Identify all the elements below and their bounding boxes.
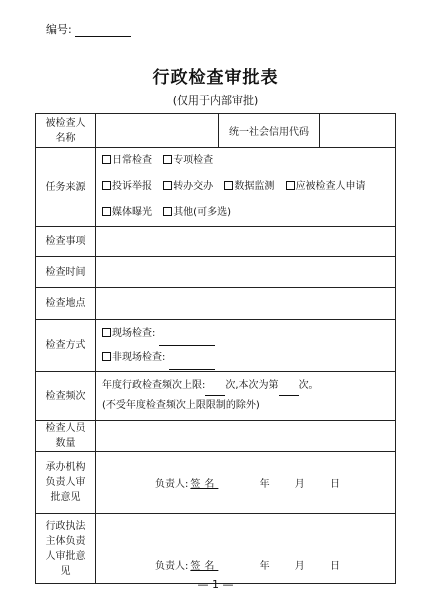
row-task-source: [36, 148, 396, 227]
row-inspected-party: [36, 114, 396, 148]
inspected-party-field[interactable]: [96, 114, 219, 148]
row-inspection-matter: [36, 227, 396, 257]
row-handling-org-approval: [36, 452, 396, 514]
inspection-time-field[interactable]: [96, 257, 396, 288]
frequency-line-1: 年度行政检查频次上限: 次,本次为第 次。: [102, 376, 389, 396]
offsite-option[interactable]: 非现场检查:: [102, 346, 389, 370]
approval-form-table: [35, 113, 396, 584]
page-number: — 1 —: [197, 578, 234, 591]
option-media[interactable]: 媒体曝光: [102, 207, 152, 218]
task-source-options: [96, 148, 396, 227]
checkbox-icon[interactable]: [286, 181, 295, 190]
checkbox-icon[interactable]: [102, 352, 111, 361]
enforcement-approval-field[interactable]: [96, 514, 396, 584]
inspection-matter-field[interactable]: [96, 227, 396, 257]
checkbox-icon[interactable]: [102, 155, 111, 164]
checkbox-icon[interactable]: [224, 181, 233, 190]
handling-org-label: 承办机构负责人审批意见: [36, 452, 96, 514]
signature-field[interactable]: 签名: [190, 479, 219, 490]
page-subtitle: (仅用于内部审批): [172, 94, 259, 107]
signature-field[interactable]: 签名: [190, 561, 219, 572]
page-title: 行政检查审批表: [152, 68, 279, 88]
frequency-limit-field[interactable]: [205, 385, 225, 396]
row-inspection-place: [36, 288, 396, 320]
checkbox-icon[interactable]: [102, 181, 111, 190]
row-inspector-count: [36, 421, 396, 452]
inspection-place-field[interactable]: [96, 288, 396, 320]
option-data-monitoring[interactable]: 数据监测: [224, 181, 274, 192]
row-frequency: [36, 372, 396, 421]
enforcement-subject-label: 行政执法主体负责人审批意见: [36, 514, 96, 584]
checkbox-icon[interactable]: [102, 207, 111, 216]
inspector-count-label: 检查人员数量: [36, 421, 96, 452]
task-source-row-2: [102, 174, 389, 200]
row-enforcement-approval: [36, 514, 396, 584]
credit-code-field[interactable]: [320, 114, 396, 148]
serial-number: [46, 21, 131, 37]
inspection-method-label: 检查方式: [36, 320, 96, 372]
serial-number-field[interactable]: [75, 25, 131, 37]
option-on-request[interactable]: 应被检查人申请: [286, 181, 366, 192]
serial-label: 编号:: [46, 23, 72, 36]
frequency-content: [96, 372, 396, 421]
frequency-label: 检查频次: [36, 372, 96, 421]
frequency-line-2: (不受年度检查频次上限限制的除外): [102, 400, 260, 411]
option-daily-check[interactable]: 日常检查: [102, 155, 152, 166]
handling-org-signature-line: 负责人: 签名 年 月 日: [155, 479, 340, 490]
checkbox-icon[interactable]: [102, 328, 111, 337]
onsite-option[interactable]: 现场检查:: [102, 322, 389, 346]
inspection-method-options: [96, 320, 396, 372]
onsite-fill-field[interactable]: [159, 335, 215, 346]
inspection-matter-label: 检查事项: [36, 227, 96, 257]
checkbox-icon[interactable]: [163, 181, 172, 190]
frequency-current-field[interactable]: [279, 385, 299, 396]
option-complaint[interactable]: 投诉举报: [102, 181, 152, 192]
task-source-label: 任务来源: [36, 148, 96, 227]
offsite-fill-field[interactable]: [169, 359, 215, 370]
row-inspection-time: [36, 257, 396, 288]
task-source-row-3: [102, 200, 389, 226]
credit-code-label: 统一社会信用代码: [219, 114, 320, 148]
inspector-count-field[interactable]: [96, 421, 396, 452]
inspection-place-label: 检查地点: [36, 288, 96, 320]
inspected-party-label: 被检查人名称: [36, 114, 96, 148]
inspection-time-label: 检查时间: [36, 257, 96, 288]
row-inspection-method: [36, 320, 396, 372]
option-other[interactable]: 其他(可多选): [163, 207, 231, 218]
option-transfer[interactable]: 转办交办: [163, 181, 213, 192]
checkbox-icon[interactable]: [163, 207, 172, 216]
option-special-check[interactable]: 专项检查: [163, 155, 213, 166]
task-source-row-1: [102, 148, 389, 174]
enforcement-signature-line: 负责人: 签名 年 月 日: [155, 561, 340, 572]
handling-org-approval-field[interactable]: [96, 452, 396, 514]
checkbox-icon[interactable]: [163, 155, 172, 164]
